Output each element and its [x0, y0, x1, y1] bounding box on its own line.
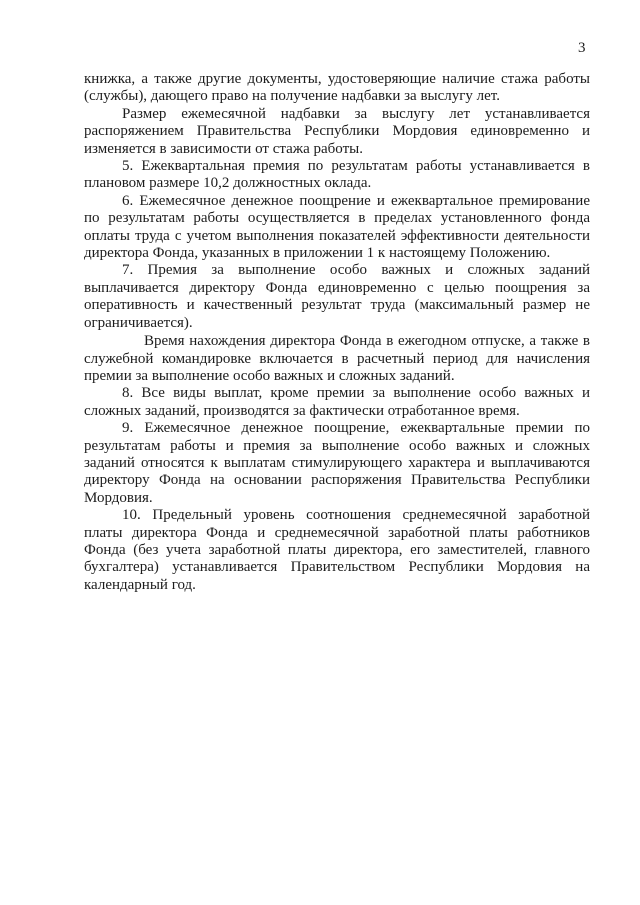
- paragraph-item-10: 10. Предельный уровень соотношения среднемесячной заработной платы директора Фонда и среднемесячной заработной платы работников Фонда (без учета заработной платы директора, его заместителей, главного бухгалтера) устанавливается Правительством Республики Мордовия на календарный год.: [84, 507, 590, 593]
- paragraph-item-9: 9. Ежемесячное денежное поощрение, ежеквартальные премии по результатам работы и премия за выполнение особо важных и сложных заданий относятся к выплатам стимулирующего характера и выплачиваются директору Фонда на основании распоряжения Правительства Республики Мордовия.: [84, 420, 590, 506]
- paragraph-item-5: 5. Ежеквартальная премия по результатам работы устанавливается в плановом размере 10,2 должностных оклада.: [84, 158, 590, 192]
- paragraph-item-6: 6. Ежемесячное денежное поощрение и ежеквартальное премирование по результатам работы осуществляется в пределах установленного фонда оплаты труда с учетом выполнения показателей эффективности деятельности директора Фонда, указанных в приложении 1 к настоящему Положению.: [84, 192, 590, 262]
- paragraph-seniority-allowance: Размер ежемесячной надбавки за выслугу лет устанавливается распоряжением Правительства Республики Мордовия единовременно и изменяется в зависимости от стажа работы.: [84, 105, 590, 157]
- document-body: [84, 71, 590, 594]
- paragraph-vacation-period: Время нахождения директора Фонда в ежегодном отпуске, а также в служебной командировке включается в расчетный период для начисления премии за выполнение особо важных и сложных заданий.: [84, 333, 590, 384]
- paragraph-continuation: книжка, а также другие документы, удостоверяющие наличие стажа работы (службы), дающего право на получение надбавки за выслугу лет.: [84, 71, 590, 105]
- paragraph-item-7: 7. Премия за выполнение особо важных и сложных заданий выплачивается директору Фонда единовременно с целью поощрения за оперативность и качественный результат труда (максимальный размер не ограничивается).: [84, 262, 590, 331]
- paragraph-item-8: 8. Все виды выплат, кроме премии за выполнение особо важных и сложных заданий, производятся за фактически отработанное время.: [84, 385, 590, 419]
- page-number: 3: [578, 40, 586, 56]
